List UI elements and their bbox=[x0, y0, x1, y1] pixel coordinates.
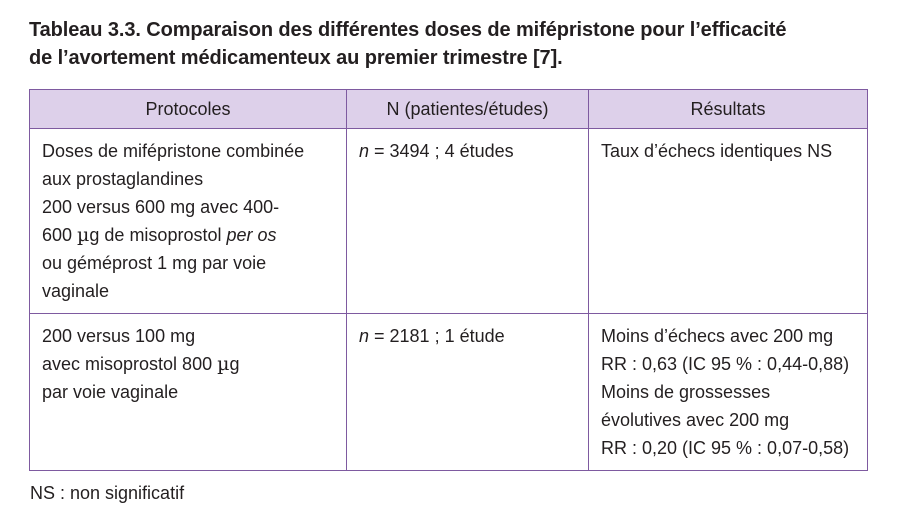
cell-text: 200 versus 100 mg bbox=[42, 326, 196, 346]
cell-text: ou géméprost 1 mg par voie bbox=[42, 253, 267, 273]
cell-text: = 3494 ; 4 études bbox=[369, 141, 514, 161]
cell-protocol bbox=[30, 314, 347, 471]
caption-line-1: Tableau 3.3. Comparaison des différentes doses de mifépristone pour l’efficacité bbox=[29, 19, 787, 41]
cell-text: par voie vaginale bbox=[42, 382, 179, 402]
header-protocoles: Protocoles bbox=[30, 90, 347, 129]
cell-text: Doses de mifépristone combinée bbox=[42, 141, 305, 161]
cell-text: Moins de grossesses bbox=[601, 382, 771, 402]
cell-text-line bbox=[42, 350, 334, 378]
cell-text-line bbox=[359, 137, 576, 165]
header-resultats: Résultats bbox=[589, 90, 868, 129]
cell-text: Taux d’échecs identiques NS bbox=[601, 141, 833, 161]
table-row bbox=[30, 129, 868, 314]
cell-text: RR : 0,63 (IC 95 % : 0,44-0,88) bbox=[601, 354, 850, 374]
cell-text-line bbox=[42, 221, 334, 249]
cell-text-italic: per os bbox=[226, 225, 277, 245]
cell-text: évolutives avec 200 mg bbox=[601, 410, 790, 430]
cell-text: RR : 0,20 (IC 95 % : 0,07-0,58) bbox=[601, 438, 850, 458]
cell-text: 600 bbox=[42, 225, 78, 245]
cell-text: aux prostaglandines bbox=[42, 169, 204, 189]
n-variable: n bbox=[359, 326, 370, 346]
cell-text: 200 versus 600 mg avec 400- bbox=[42, 197, 280, 217]
cell-text: g de misoprostol bbox=[89, 225, 227, 245]
cell-text: g bbox=[229, 354, 240, 374]
cell-result bbox=[589, 129, 868, 314]
table-row bbox=[30, 314, 868, 471]
table-caption bbox=[29, 16, 889, 72]
footnote: NS : non significatif bbox=[30, 483, 185, 503]
comparison-table bbox=[29, 89, 868, 471]
caption-line-2: de l’avortement médicamenteux au premier trimestre [7]. bbox=[29, 47, 563, 69]
n-variable: n bbox=[359, 141, 370, 161]
micro-symbol: µ bbox=[217, 353, 230, 375]
cell-text: = 2181 ; 1 étude bbox=[369, 326, 505, 346]
cell-text: vaginale bbox=[42, 281, 110, 301]
micro-symbol: µ bbox=[77, 224, 90, 246]
cell-n bbox=[347, 129, 589, 314]
cell-result bbox=[589, 314, 868, 471]
cell-protocol bbox=[30, 129, 347, 314]
cell-text-line bbox=[359, 322, 576, 350]
cell-n bbox=[347, 314, 589, 471]
header-n: N (patientes/études) bbox=[347, 90, 589, 129]
cell-text: avec misoprostol 800 bbox=[42, 354, 218, 374]
cell-text: Moins d’échecs avec 200 mg bbox=[601, 326, 834, 346]
table-header-row bbox=[30, 90, 868, 129]
